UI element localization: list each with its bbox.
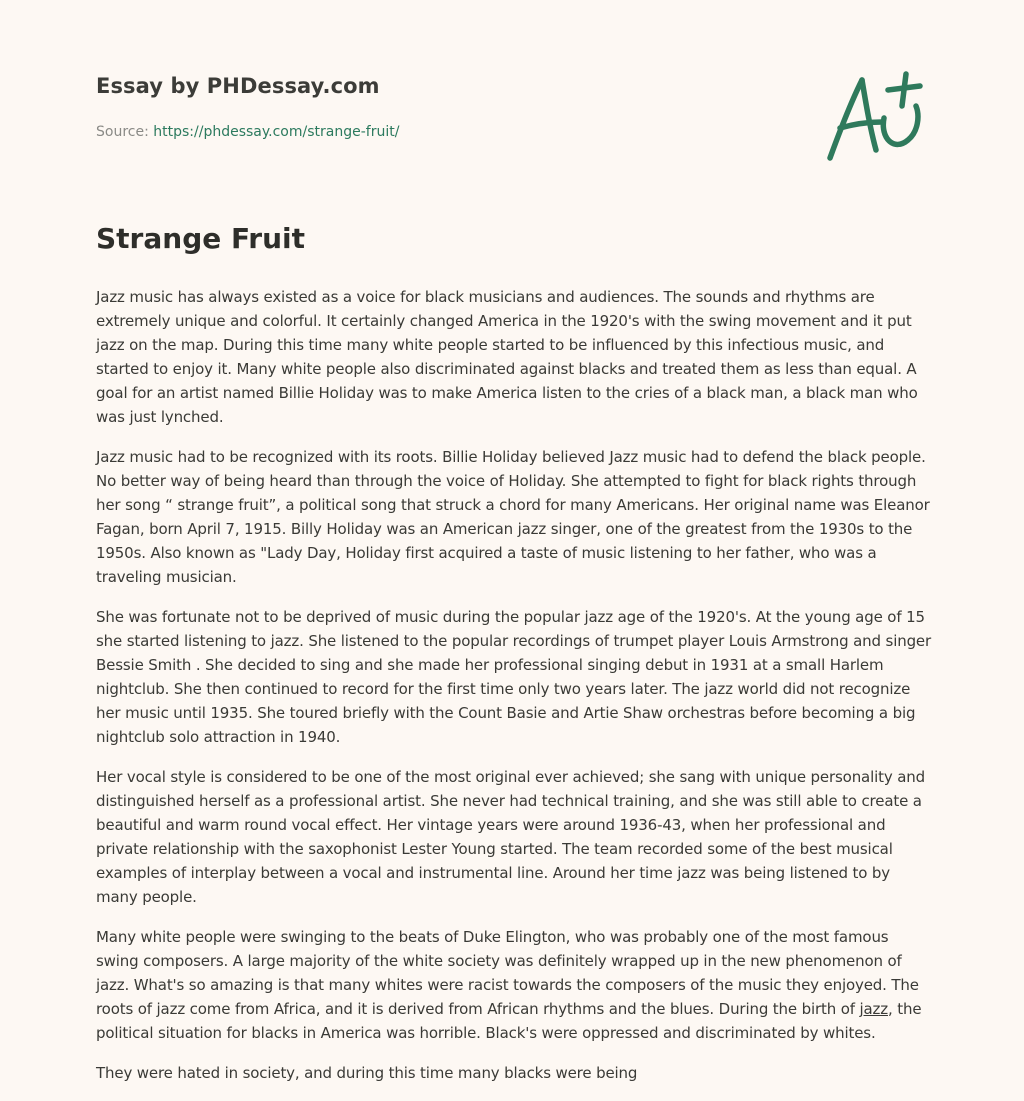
essay-title: Strange Fruit xyxy=(96,222,306,255)
essay-body xyxy=(96,285,932,1101)
essay-paragraph: Her vocal style is considered to be one of the most original ever achieved; she sang with unique personality and distinguished herself as a professional artist. She never had technical training, and she was still able to create a beautiful and warm round vocal effect. Her vintage years were around 1936-43, when her professional and private relationship with the saxophonist Lester Young started. The team recorded some of the best musical examples of interplay between a vocal and instrumental line. Around her time jazz was being listened to by many people. xyxy=(96,768,925,906)
source-label: Source: xyxy=(96,124,149,140)
source-line xyxy=(96,124,399,140)
essay-paragraph: They were hated in society, and during this time many blacks were being xyxy=(96,1064,638,1082)
source-link[interactable]: https://phdessay.com/strange-fruit/ xyxy=(153,124,400,140)
paragraph-text: Many white people were swinging to the beats of Duke Elington, who was probably one of the most famous swing composers. A large majority of the white society was definitely wrapped up in the new phenomenon of jazz. What's so amazing is that many whites were racist towards the composers of the music they enjoyed. The roots of jazz come from Africa, and it is derived from African rhythms and the blues. During the birth of xyxy=(96,928,919,1018)
essay-paragraph: Jazz music has always existed as a voice for black musicians and audiences. The sounds and rhythms are extremely unique and colorful. It certainly changed America in the 1920's with the swing movement and it put jazz on the map. During this time many white people started to be influenced by this infectious music, and started to enjoy it. Many white people also discriminated against blacks and treated them as less than equal. A goal for an artist named Billie Holiday was to make America listen to the cries of a black man, a black man who was just lynched. xyxy=(96,288,918,426)
brand-title: Essay by PHDessay.com xyxy=(96,74,380,98)
a-plus-grade-icon xyxy=(820,66,930,166)
essay-paragraph: Jazz music had to be recognized with its roots. Billie Holiday believed Jazz music had to defend the black people. No better way of being heard than through the voice of Holiday. She attempted to fight for black rights through her song “ strange fruit”, a political song that struck a chord for many Americans. Her original name was Eleanor Fagan, born April 7, 1915. Billy Holiday was an American jazz singer, one of the greatest from the 1930s to the 1950s. Also known as "Lady Day, Holiday first acquired a taste of music listening to her father, who was a traveling musician. xyxy=(96,448,930,586)
jazz-link[interactable]: jazz xyxy=(859,1000,888,1018)
page-header xyxy=(96,74,928,140)
essay-paragraph: She was fortunate not to be deprived of music during the popular jazz age of the 1920's. At the young age of 15 she started listening to jazz. She listened to the popular recordings of trumpet player Louis Armstrong and singer Bessie Smith . She decided to sing and she made her professional singing debut in 1931 at a small Harlem nightclub. She then continued to record for the first time only two years later. The jazz world did not recognize her music until 1935. She toured briefly with the Count Basie and Artie Shaw orchestras before becoming a big nightclub solo attraction in 1940. xyxy=(96,608,932,746)
paragraph-text: , the political situation for blacks in America was horrible. Black's were oppressed and discriminated by whites. xyxy=(96,1000,922,1042)
essay-paragraph xyxy=(96,925,932,1045)
